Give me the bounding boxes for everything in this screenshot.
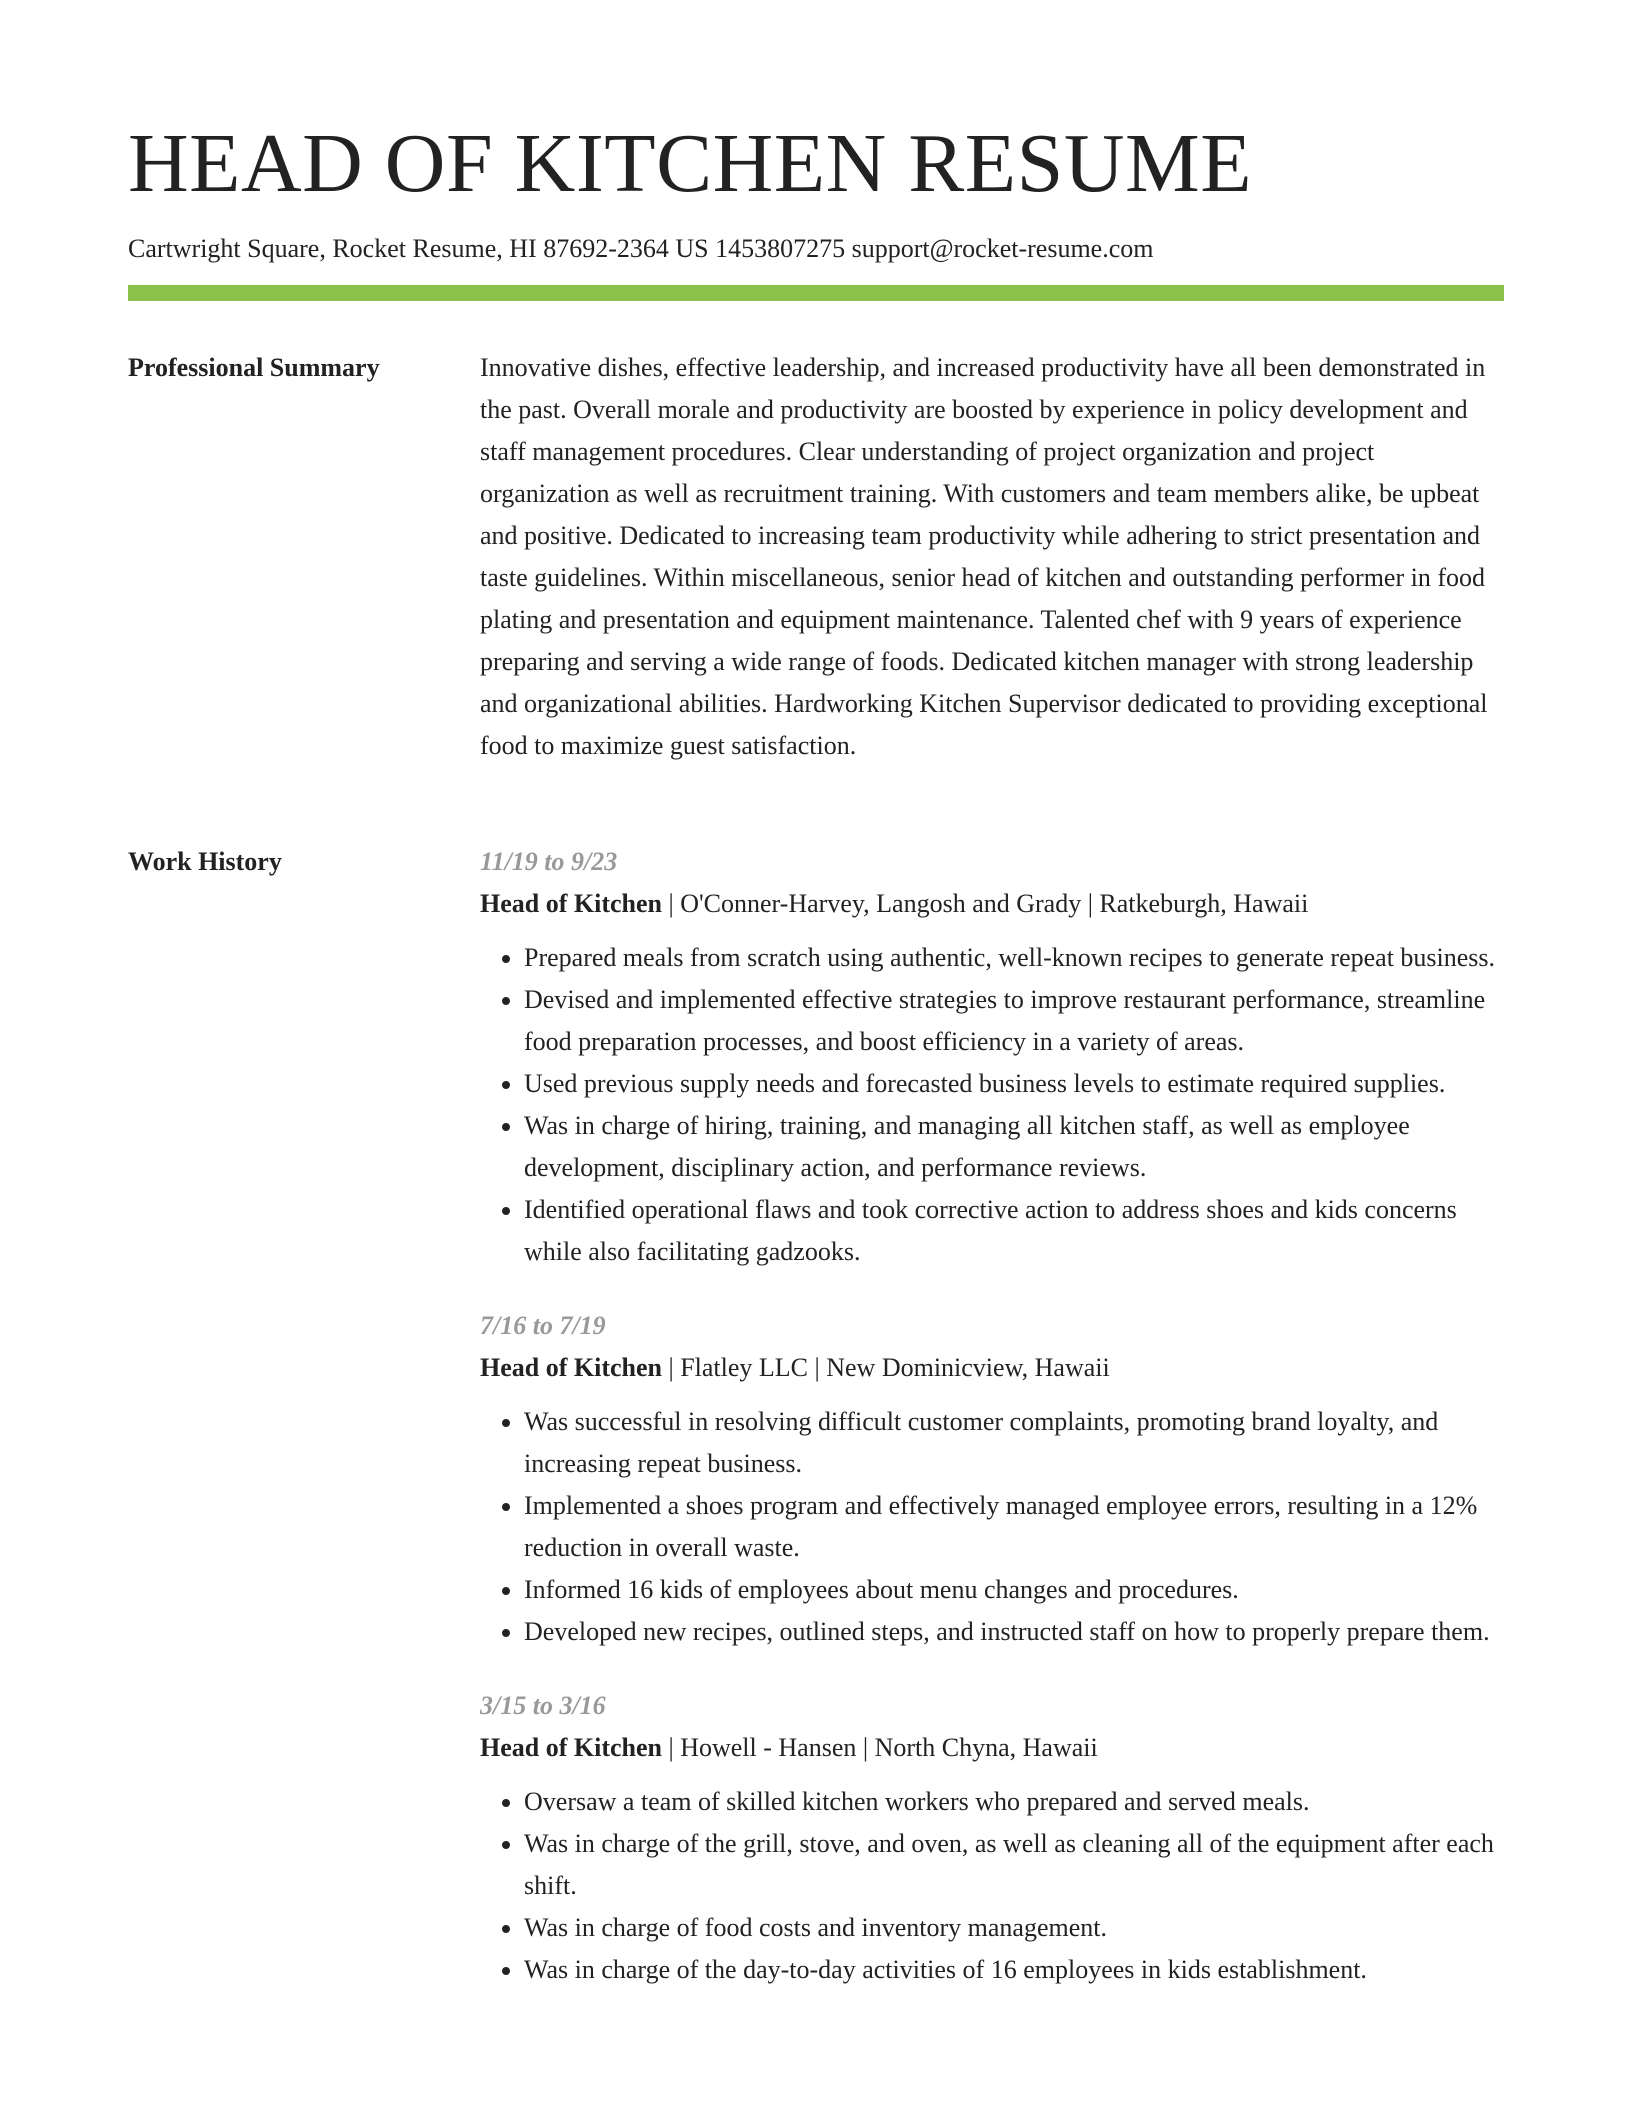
job-bullet: • Implemented a shoes program and effectively managed employee errors, resulting in a 12% reduction in overall waste. — [524, 1485, 1504, 1569]
job-heading — [480, 1727, 1504, 1769]
job-dates: 7/16 to 7/19 — [480, 1311, 606, 1340]
job-heading — [480, 1347, 1504, 1389]
job-dates: 3/15 to 3/16 — [480, 1691, 606, 1720]
job-title: Head of Kitchen — [480, 1733, 662, 1762]
job-title: Head of Kitchen — [480, 1353, 662, 1382]
job-bullet: • Oversaw a team of skilled kitchen workers who prepared and served meals. — [524, 1781, 1504, 1823]
job-entry — [480, 1305, 1504, 1653]
job-dates: 11/19 to 9/23 — [480, 847, 618, 876]
job-bullet-list — [480, 937, 1504, 1273]
header-divider — [128, 285, 1504, 301]
job-bullet: • Was in charge of the day-to-day activities of 16 employees in kids establishment. — [524, 1949, 1504, 1991]
job-details: | Flatley LLC | New Dominicview, Hawaii — [662, 1353, 1110, 1382]
work-history-body — [480, 841, 1504, 2023]
job-details: | O'Conner-Harvey, Langosh and Grady | Ratkeburgh, Hawaii — [662, 889, 1309, 918]
resume-title: HEAD OF KITCHEN RESUME — [128, 117, 1252, 210]
summary-label: Professional Summary — [128, 353, 380, 382]
job-bullet: • Was in charge of hiring, training, and managing all kitchen staff, as well as employee development, disciplinary action, and performance reviews. — [524, 1105, 1504, 1189]
job-entry — [480, 1685, 1504, 1991]
job-heading — [480, 883, 1504, 925]
job-bullet: • Prepared meals from scratch using authentic, well-known recipes to generate repeat business. — [524, 937, 1504, 979]
job-bullet: • Was in charge of food costs and inventory management. — [524, 1907, 1504, 1949]
job-bullet-list — [480, 1781, 1504, 1991]
job-bullet: • Used previous supply needs and forecasted business levels to estimate required supplies. — [524, 1063, 1504, 1105]
job-bullet: • Was successful in resolving difficult customer complaints, promoting brand loyalty, and increasing repeat business. — [524, 1401, 1504, 1485]
job-title: Head of Kitchen — [480, 889, 662, 918]
summary-body — [480, 347, 1504, 767]
job-bullet: • Developed new recipes, outlined steps, and instructed staff on how to properly prepare them. — [524, 1611, 1504, 1653]
contact-line: Cartwright Square, Rocket Resume, HI 87692-2364 US 1453807275 support@rocket-resume.com — [128, 234, 1154, 263]
job-details: | Howell - Hansen | North Chyna, Hawaii — [662, 1733, 1098, 1762]
job-bullet-list — [480, 1401, 1504, 1653]
job-bullet: • Devised and implemented effective strategies to improve restaurant performance, streamline food preparation processes, and boost efficiency in a variety of areas. — [524, 979, 1504, 1063]
job-entry — [480, 841, 1504, 1273]
job-bullet: • Identified operational flaws and took corrective action to address shoes and kids concerns while also facilitating gadzooks. — [524, 1189, 1504, 1273]
job-bullet: • Informed 16 kids of employees about menu changes and procedures. — [524, 1569, 1504, 1611]
job-bullet: • Was in charge of the grill, stove, and oven, as well as cleaning all of the equipment after each shift. — [524, 1823, 1504, 1907]
work-history-label: Work History — [128, 847, 282, 876]
summary-text: Innovative dishes, effective leadership, and increased productivity have all been demonstrated in the past. Overall morale and productivity are boosted by experience in policy development and staff management procedures. Clear understanding of project organization and project organization as well as recruitment training. With customers and team members alike, be upbeat and positive. Dedicated to increasing team productivity while adhering to strict presentation and taste guidelines. Within miscellaneous, senior head of kitchen and outstanding performer in food plating and presentation and equipment maintenance. Talented chef with 9 years of experience preparing and serving a wide range of foods. Dedicated kitchen manager with strong leadership and organizational abilities. Hardworking Kitchen Supervisor dedicated to providing exceptional food to maximize guest satisfaction. — [480, 353, 1488, 760]
